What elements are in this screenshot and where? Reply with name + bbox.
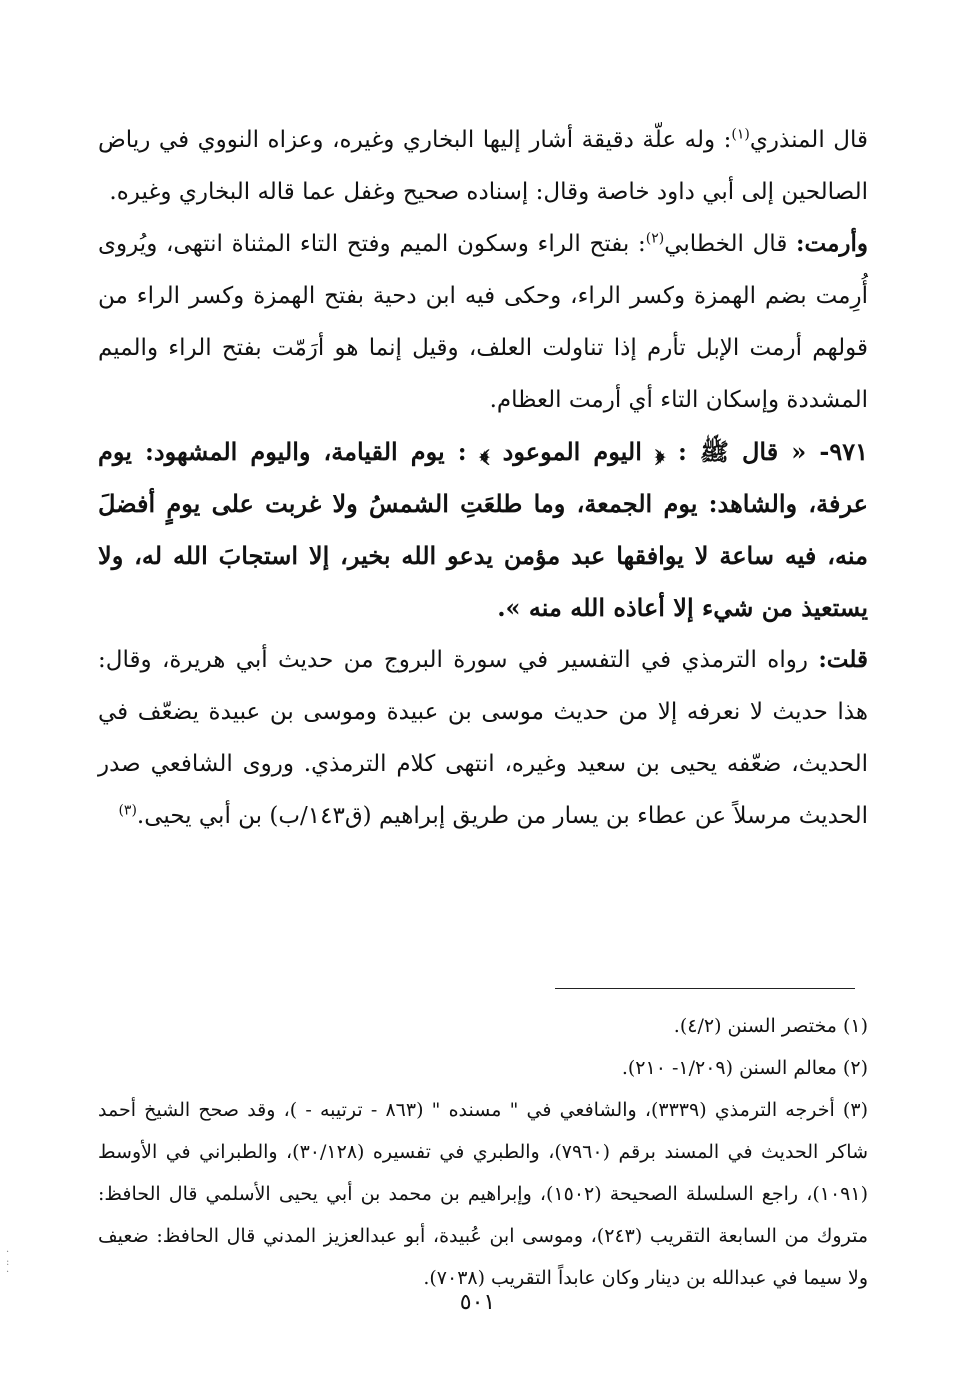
footnote-1: (١) مختصر السنن (٤/٢). <box>673 1015 868 1037</box>
paragraph-text: قال الخطابي <box>664 231 796 257</box>
footnote-ref-2[interactable]: (٢) <box>645 230 665 247</box>
paragraph-mundhiri <box>98 114 868 218</box>
paragraph-qultu <box>98 634 868 842</box>
paragraph-text: قال المنذري <box>749 127 868 153</box>
lead-word: قلت: <box>818 646 868 673</box>
footnote-ref-1[interactable]: (١) <box>731 126 750 143</box>
hadith-number: ٩٧١- <box>819 437 869 466</box>
hadith-971 <box>98 426 868 634</box>
main-text <box>98 114 868 842</box>
footnote-2: (٢) معالم السنن (١/٢٠٩- ٢١٠). <box>621 1057 868 1079</box>
footnote-divider <box>555 988 855 989</box>
footnote-3: (٣) أخرجه الترمذي (٣٣٣٩)، والشافعي في " مسنده " (٨٦٣ - ترتيبه - )، وقد صحح الشيخ أحمد شاكر الحديث في المسند برقم (٧٩٦٠)، والطبري في تفسيره (٣٠/١٢٨)، والطبراني في الأوسط (١٠٩١)، راجع السلسلة الصحيحة (١٥٠٢)، وإبراهيم بن محمد بن أبي يحيى الأسلمي قال الحافظ: متروك من السابعة التقريب (٢٤٣)، وموسى ابن عُبيدة، أبو عبدالعزيز المدني قال الحافظ: ضعيف ولا سيما في عبدالله بن دينار وكان عابداً التقريب (٧٠٣٨). <box>98 1099 868 1289</box>
lead-word: وأرمت: <box>796 230 868 257</box>
paragraph-text: : وله علّة دقيقة أشار إليها البخاري وغيره، وعزاه النووي في رياض الصالحين إلى أبي داود خاصة وقال: إسناده صحيح وغفل عما قاله البخاري وغيره. <box>98 127 868 205</box>
scan-edge-marks: · : · <box>6 1247 10 1278</box>
page-number: ٥٠١ <box>459 1290 496 1315</box>
footnote-ref-3[interactable]: (٣) <box>118 802 137 819</box>
paragraph-waramt <box>98 218 868 426</box>
paragraph-text: : بفتح الراء وسكون الميم وفتح التاء المثناة انتهى، ويُروى أُرِمت بضم الهمزة وكسر الراء، وحكى فيه ابن دحية بفتح الهمزة وكسر الراء من قولهم أرمت الإبل تأرم إذا تناولت العلف، وقيل إنما هو أرَمّت بفتح الراء والميم المشددة وإسكان التاء أي أرمت العظام. <box>98 231 868 413</box>
hadith-text: « قال ﷺ : ﴿ اليوم الموعود ﴾ : يوم القيامة، واليوم المشهود: يوم عرفة، والشاهد: يوم الجمعة، وما طلعَتِ الشمسُ ولا غربت على يومٍ أفضلَ منه، فيه ساعة لا يوافقها عبد مؤمن يدعو الله بخير، إلا استجابَ الله له، ولا يستعيذ من شيء إلا أعاذه الله منه ». <box>98 437 868 622</box>
paragraph-text: رواه الترمذي في التفسير في سورة البروج من حديث أبي هريرة، وقال: هذا حديث لا نعرفه إلا من حديث موسى بن عبيدة وموسى بن عبيدة يضعّف في الحديث، ضعّفه يحيى بن سعيد وغيره، انتهى كلام الترمذي. وروى الشافعي صدر الحديث مرسلاً عن عطاء بن يسار من طريق إبراهيم (ق١٤٣/ب) بن أبي يحيى. <box>98 647 868 829</box>
footnotes <box>98 1005 868 1299</box>
